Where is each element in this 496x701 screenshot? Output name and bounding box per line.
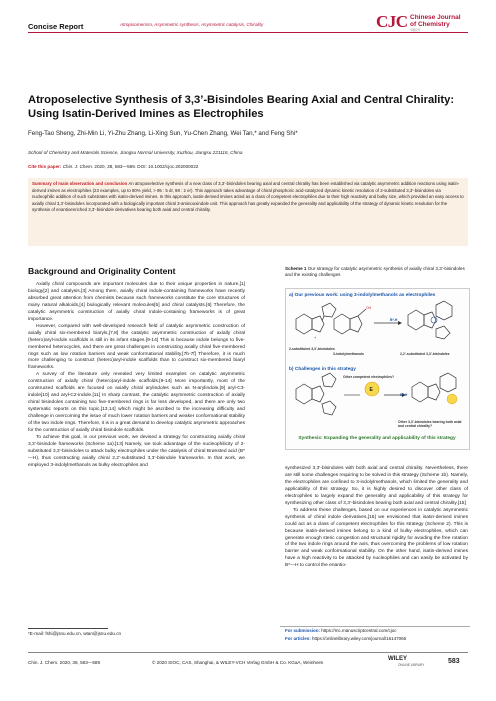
svg-text:+: + xyxy=(314,335,317,340)
article-title: Atroposelective Synthesis of 3,3’-Bisindoles Bearing Axial and Central Chirality: Using Isatin-Derived Imines as Electrophiles xyxy=(28,94,455,120)
svg-text:E: E xyxy=(369,387,373,393)
electrophile-circle-2 xyxy=(447,394,457,404)
scheme-caption-label: Scheme 1 xyxy=(285,266,307,271)
submission-line xyxy=(285,628,397,633)
paragraph: A survey of the literature only revealed very limited examples on catalytic asymmetric construction of axially chiral (hetero)aryl-indole scaffolds.[9-14] More importantly, most of the constructed scaffolds are focused on axially chiral arylindoles such as N-arylindole,[9] aryl-C3-indole[10] and aryl-C2-indole.[11] In sharp contrast, the catalytic asymmetric construction of axially chiral bisindoles containing two five-membered rings is far less developed, and there are only two systematic reports on this topic,[13,14] which might be ascribed to the increasing difficulty and challenge in overcoming the issue of much lower rotation barriers and weaker conformational stability of the two indole rings. Therefore, it is in a great demand to develop catalytic asymmetric approaches for the construction of axially chiral bisindole scaffolds. xyxy=(28,372,245,434)
affiliation: School of Chemistry and Materials Science, Jiangsu Normal University, Xuzhou, Jiangsu 221116, China xyxy=(28,150,243,155)
journal-name xyxy=(410,14,461,28)
label-question: Other competent electrophiles? xyxy=(343,375,395,379)
authors: Feng-Tao Sheng, Zhi-Min Li, Yi-Zhu Zhang, Li-Xing Sun, Yu-Chen Zhang, Wei Tan,* and Feng Shi* xyxy=(28,130,298,137)
label-methanol: 3-indolylmethanols xyxy=(333,352,364,356)
label-other: Other 3,3’-bisindoles bearing both axial and central chirality? xyxy=(398,420,462,429)
paragraph: To achieve this goal, in our previous work, we devised a strategy for constructing axially chiral 3,3’-bisindole frameworks (Scheme 1a).[13] Namely, we took advantage of the nucleophilicity of 2-substituted 3,3’-bisindoles to attack bulky electrophiles under the catalysis of chiral Brønsted acid (B*—H), thus constructing axially chiral 2,2’-substituted 3,3’-bisindole frameworks. In that work, we employed 3-indolylmethanols as bulky electrophiles and xyxy=(28,434,245,468)
footnote-rule xyxy=(28,628,108,629)
page-number: 583 xyxy=(448,658,460,665)
label-catalyst-b: B*-H xyxy=(400,393,408,397)
cite-label: Cite this paper: xyxy=(28,164,62,169)
indolylmethanol-structure xyxy=(334,309,366,334)
summary-label: Summary of main observation and conclusion xyxy=(32,181,128,186)
summary-box xyxy=(28,178,468,246)
citation-line xyxy=(28,164,468,169)
publisher-subtitle: ONLINE LIBRARY xyxy=(398,663,425,667)
label-substrate: 2-substituted 3,3’-bisindoles xyxy=(289,347,335,351)
label-product: 2,2’-substituted 3,3’-bisindoles xyxy=(400,352,450,356)
cite-journal[interactable]: Chin. J. Chem. xyxy=(62,164,94,169)
section-heading: Background and Originality Content xyxy=(28,266,176,276)
scheme-bottom-text: Synthesis: Expanding the generality and applicability of this strategy xyxy=(298,436,456,441)
scheme-caption xyxy=(285,266,468,279)
paragraph: Axially chiral compounds are important molecules due to their unique properties in nature,[1] biology[2] and catalysis.[3] Among them, axially chiral indole-containing frameworks have recently absorbed great attention from chemists because such frameworks constitute the core structures of many natural alkaloids,[4] biologically relevant molecules[5] and chiral catalysts.[6] Therefore, the catalytic asymmetric construction of axially chiral indole-containing frameworks is of great importance. xyxy=(28,282,245,322)
challenge-structure xyxy=(296,373,336,415)
submission-label: For submission: xyxy=(285,628,321,633)
articles-link[interactable]: https://onlinelibrary.wiley.com/journal/16147065 xyxy=(312,636,407,641)
journal-name-line1: Chinese Journal xyxy=(410,14,461,21)
footnote-email: *E-mail: fshi@jsnu.edu.cn, wtan@jsnu.edu.cn xyxy=(28,631,122,636)
scheme-part-a-title: a) Our previous work: using 3-indolylmethanols as electrophiles xyxy=(289,293,436,298)
copyright: © 2020 SIOC, CAS, Shanghai, & WILEY-VCH Verlag GmbH & Co. KGaA, Weinheim xyxy=(152,660,324,665)
publisher-logo: WILEY xyxy=(388,656,407,662)
header-rule xyxy=(28,32,468,33)
label-catalyst: B*-H xyxy=(390,318,398,322)
cite-details[interactable]: 2020, 38, 583—589. DOI: 10.1002/cjoc.202000022 xyxy=(94,164,199,169)
journal-logo: CJC xyxy=(376,12,408,31)
articles-label: For articles: xyxy=(285,636,311,641)
body-right-column xyxy=(285,466,468,570)
section-label: Concise Report xyxy=(28,22,84,31)
summary-text: An atroposelective synthesis of a new class of 3,3’-bisindoles bearing axial and central chirality has been established via catalytic asymmetric addition reactions using isatin-derived imines as electrophiles (23 examples, up to 80% yield, > 95 : 5 dr, 98 : 2 er). This approach takes advantage of chiral phosphoric acid-catalyzed dynamic kinetic resolution of 2-substituted 3,3’-bisindoles via nucleophilic addition of such substrates with isatin-derived imines. In this approach, isatin-derived imines acted as a class of competent electrophiles due to their high reactivity and bulky size, which provided an easy access to axially chiral 3,3’-bisindoles incorporated with a biologically important chiral 3-aminooxindole unit. This approach has greatly expanded the generality and applicability of the strategy of dynamic kinetic resolution for the synthesis of enantioenriched 3,3’-bisindole derivatives bearing both axial and central chirality. xyxy=(32,181,464,213)
arrow-head xyxy=(398,321,402,325)
submission-link[interactable]: https://mc.manuscriptcentral.com/cjoc xyxy=(321,628,397,633)
journal-subtitle: 中国化学 xyxy=(410,29,421,32)
body-left-column xyxy=(28,282,245,470)
journal-name-line2: of Chemistry xyxy=(410,21,450,29)
bisindole-structure xyxy=(296,303,336,334)
product-structure xyxy=(408,301,452,339)
svg-text:OH: OH xyxy=(366,306,372,310)
scheme-part-b-title: b) Challenges in this strategy xyxy=(289,367,356,372)
journal-reference: Chin. J. Chem. 2020, 38, 583—589 xyxy=(28,660,101,665)
keywords: Atropisomerism, Asymmetric synthesis, Asymmetric catalysis, Chirality xyxy=(120,22,264,27)
paragraph: synthesized 3,3’-bisindoles with both axial and central chirality. Nevertheless, there are still some challenges requiring to be solved in this strategy (Scheme 1b). Namely, the electrophiles are confined to 3-indolylmethanols, which limited the generality and applicability of this strategy. So, it is highly desired to discover other class of electrophiles to largely expand the generality and applicability of this strategy for synthesizing other class of 3,3’-bisindoles bearing both axial and central chirality.[15] xyxy=(285,466,468,506)
paragraph: However, compared with well-developed research field of catalytic asymmetric construction of axially chiral six-membered biaryls,[7,8] the catalytic asymmetric construction of axially chiral (hetero)aryl-indole scaffolds is still in its infant stages.[9-14] This is because indole belongs to five-membered heterocycles, and there are great challenges in constructing axially chiral five-membered rings such as low rotation barriers and weak conformational stability.[7b-7f] Therefore, it is much more challenging to construct (hetero)aryl-indole scaffolds than to construct six-membered biaryl frameworks. xyxy=(28,323,245,371)
paragraph: To address these challenges, based on our experiences in catalytic asymmetric synthesis of chiral indole derivatives,[16] we envisioned that isatin-derived imines could act as a class of competent electrophiles for this strategy (Scheme 2). This is because isatin-derived imines belong to a kind of bulky electrophiles, which can generate enough steric congestion and structural rigidity for avoiding the free rotation of the two indole rings around the axis, thus overcoming the problems of low rotation barrier and weak conformational stability. On the other hand, isatin-derived imines have a high reactivity to be attacked by nucleophiles and can easily be activated by B*—H to control the enantio- xyxy=(285,507,468,569)
scheme-caption-text: Our strategy for catalytic asymmetric synthesis of axially chiral 3,3’-bisindoles and the existing challenges xyxy=(285,266,465,278)
footer-rule xyxy=(28,652,468,653)
articles-line xyxy=(285,636,406,641)
